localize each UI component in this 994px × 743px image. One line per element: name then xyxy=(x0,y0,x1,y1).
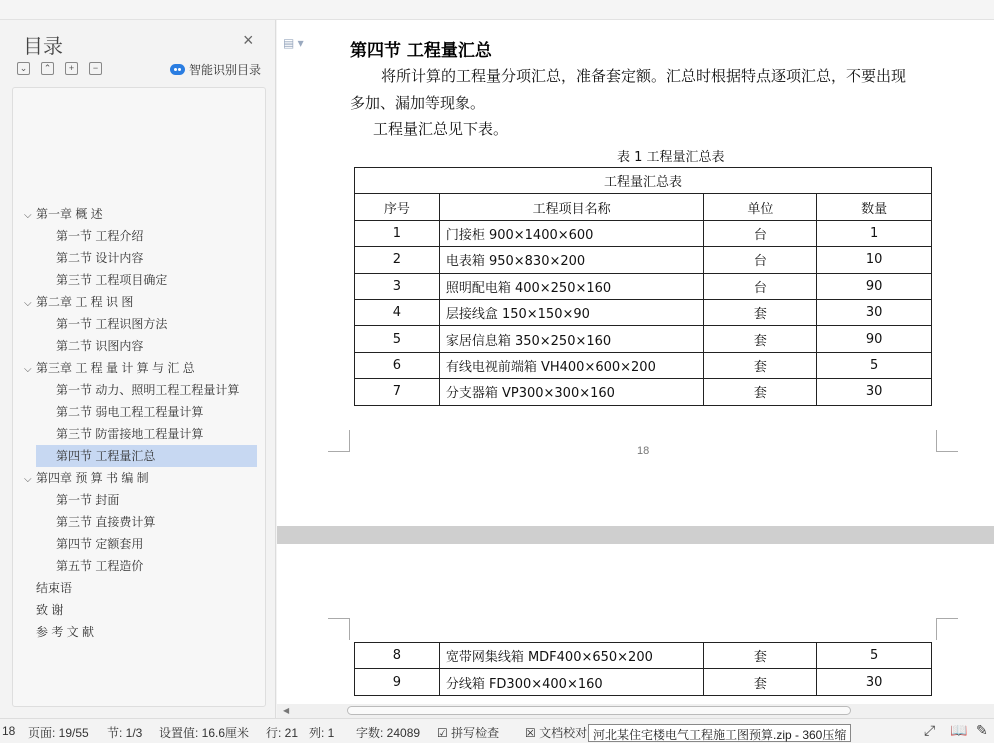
scroll-left-icon[interactable]: ◀ xyxy=(283,706,290,715)
toc-label: 第三节 防雷接地工程量计算 xyxy=(56,427,204,441)
smart-toc-label: 智能识别目录 xyxy=(189,63,262,77)
table-cell: 30 xyxy=(817,379,932,405)
add-heading-icon[interactable]: + xyxy=(65,62,78,75)
table-row xyxy=(355,326,932,352)
paragraph-line: 将所计算的工程量分项汇总，准备套定额。汇总时根据特点逐项汇总，不要出现 xyxy=(381,67,907,85)
table-cell: 电表箱 950×830×200 xyxy=(439,247,704,273)
collapse-all-icon[interactable]: ⌄ xyxy=(17,62,30,75)
toc-label: 第一节 工程识图方法 xyxy=(56,317,168,331)
toc-section[interactable] xyxy=(36,445,257,467)
table-cell: 台 xyxy=(704,273,817,299)
table-cell: 宽带网集线箱 MDF400×650×200 xyxy=(439,643,704,669)
table-cell: 套 xyxy=(704,379,817,405)
toc-section[interactable] xyxy=(56,379,256,401)
table-cell: 90 xyxy=(817,273,932,299)
smart-toc-icon xyxy=(170,64,185,75)
edit-mode-icon[interactable]: ✎ xyxy=(976,722,988,738)
top-toolbar xyxy=(0,0,994,20)
table-cell: 5 xyxy=(355,326,440,352)
close-icon[interactable]: × xyxy=(243,30,254,50)
table-cell: 5 xyxy=(817,643,932,669)
table-cell: 3 xyxy=(355,273,440,299)
taskbar-tooltip: 河北某住宅楼电气工程施工图预算.zip - 360压缩 xyxy=(588,724,851,742)
toc-chapter[interactable] xyxy=(24,599,63,621)
table-caption: 表 1 工程量汇总表 xyxy=(617,150,725,165)
table-cell: 8 xyxy=(355,643,440,669)
toc-label: 第二节 弱电工程工程量计算 xyxy=(56,405,204,419)
spell-check-icon: ☑ xyxy=(437,726,448,740)
toc-chapter[interactable] xyxy=(24,621,94,643)
toc-panel xyxy=(0,20,276,718)
toc-section[interactable] xyxy=(56,555,256,577)
toc-section[interactable] xyxy=(56,313,256,335)
table-cell: 7 xyxy=(355,379,440,405)
quantity-table-continued xyxy=(354,642,932,696)
table-cell: 门接柜 900×1400×600 xyxy=(439,220,704,246)
toc-title: 目录 xyxy=(23,36,63,58)
status-section: 节: 1/3 xyxy=(107,726,143,740)
table-cell: 层接线盒 150×150×90 xyxy=(439,299,704,325)
toc-toolbar xyxy=(17,62,102,75)
toc-chapter[interactable] xyxy=(24,203,103,225)
table-cell: 台 xyxy=(704,247,817,273)
chevron-down-icon[interactable]: ⌵ xyxy=(24,474,32,485)
toc-section[interactable] xyxy=(56,533,256,555)
page-separator xyxy=(277,526,994,544)
toc-label: 第一节 动力、照明工程工程量计算 xyxy=(56,383,240,397)
table-row xyxy=(355,352,932,378)
table-cell: 4 xyxy=(355,299,440,325)
toc-label: 参 考 文 献 xyxy=(36,625,95,639)
table-cell: 90 xyxy=(817,326,932,352)
table-cell: 套 xyxy=(704,643,817,669)
table-row xyxy=(355,247,932,273)
status-row: 行: 21 xyxy=(266,726,299,740)
page-number: 18 xyxy=(637,445,650,457)
toc-label: 第一节 工程介绍 xyxy=(56,229,144,243)
table-row xyxy=(355,299,932,325)
toc-section[interactable] xyxy=(56,511,256,533)
page-corner-mark xyxy=(328,430,350,452)
toc-label: 第四章 预 算 书 编 制 xyxy=(36,471,149,485)
toc-label: 结束语 xyxy=(36,581,73,595)
toc-section[interactable] xyxy=(56,225,256,247)
table-row xyxy=(355,220,932,246)
table-header: 数量 xyxy=(817,194,932,220)
toc-label: 致 谢 xyxy=(36,603,64,617)
table-cell: 30 xyxy=(817,299,932,325)
status-setting[interactable]: 设置值: 16.6厘米 xyxy=(159,726,250,740)
table-cell: 分线箱 FD300×400×160 xyxy=(439,669,704,695)
document-canvas[interactable] xyxy=(277,20,994,704)
toc-label: 第三节 工程项目确定 xyxy=(56,273,168,287)
chevron-down-icon[interactable]: ⌵ xyxy=(24,210,32,221)
table-cell: 1 xyxy=(817,220,932,246)
remove-heading-icon[interactable]: − xyxy=(89,62,102,75)
table-cell: 套 xyxy=(704,669,817,695)
table-cell: 套 xyxy=(704,299,817,325)
status-word-count[interactable]: 字数: 24089 xyxy=(356,726,421,740)
chevron-down-icon[interactable]: ⌵ xyxy=(24,364,32,375)
table-cell: 套 xyxy=(704,352,817,378)
status-page[interactable]: 页面: 19/55 xyxy=(28,726,89,740)
reading-mode-icon[interactable]: 📖 xyxy=(950,722,968,738)
toc-label: 第三章 工 程 量 计 算 与 汇 总 xyxy=(36,361,195,375)
toc-label: 第四节 定额套用 xyxy=(56,537,144,551)
table-header: 序号 xyxy=(355,194,440,220)
table-cell: 1 xyxy=(355,220,440,246)
table-cell: 套 xyxy=(704,326,817,352)
table-cell: 家居信息箱 350×250×160 xyxy=(439,326,704,352)
toc-label: 第二节 设计内容 xyxy=(56,251,144,265)
document-view-icon[interactable]: ▤ ▾ xyxy=(283,36,304,50)
paragraph-line: 多加、漏加等现象。 xyxy=(350,94,486,112)
paragraph-line: 工程量汇总见下表。 xyxy=(373,120,509,138)
toc-chapter[interactable] xyxy=(24,357,195,379)
table-cell: 30 xyxy=(817,669,932,695)
table-row xyxy=(355,379,932,405)
table-header: 单位 xyxy=(704,194,817,220)
toc-label: 第一节 封面 xyxy=(56,493,120,507)
page-corner-mark xyxy=(328,618,350,640)
toc-chapter[interactable] xyxy=(24,467,149,489)
toc-section[interactable] xyxy=(56,489,256,511)
toc-section[interactable] xyxy=(56,401,256,423)
table-cell: 分支器箱 VP300×300×160 xyxy=(439,379,704,405)
table-cell: 有线电视前端箱 VH400×600×200 xyxy=(439,352,704,378)
toc-section[interactable] xyxy=(56,269,256,291)
toc-chapter[interactable] xyxy=(24,291,133,313)
page-corner-mark xyxy=(936,430,958,452)
toc-section[interactable] xyxy=(56,335,256,357)
toc-label: 第一章 概 述 xyxy=(36,207,103,221)
doc-proof-button[interactable]: ☒ 文档校对 xyxy=(525,726,588,740)
toc-label: 第二节 识图内容 xyxy=(56,339,144,353)
toc-section[interactable] xyxy=(56,247,256,269)
toc-section[interactable] xyxy=(56,423,256,445)
expand-all-icon[interactable]: ⌃ xyxy=(41,62,54,75)
spell-check-button[interactable]: ☑ 拼写检查 xyxy=(437,726,500,740)
section-heading: 第四节 工程量汇总 xyxy=(350,41,492,61)
chevron-down-icon[interactable]: ⌵ xyxy=(24,298,32,309)
table-row xyxy=(355,669,932,695)
status-page-short: 18 xyxy=(2,724,16,738)
fullscreen-icon[interactable]: ⤢ xyxy=(924,722,936,738)
scrollbar-thumb[interactable] xyxy=(347,706,851,715)
table-cell: 10 xyxy=(817,247,932,273)
table-title: 工程量汇总表 xyxy=(355,168,932,194)
table-cell: 台 xyxy=(704,220,817,246)
table-cell: 照明配电箱 400×250×160 xyxy=(439,273,704,299)
status-column: 列: 1 xyxy=(309,726,335,740)
toc-label: 第二章 工 程 识 图 xyxy=(36,295,134,309)
table-row xyxy=(355,643,932,669)
toc-label: 第四节 工程量汇总 xyxy=(56,449,156,463)
quantity-table xyxy=(354,167,932,406)
horizontal-scrollbar[interactable] xyxy=(277,704,994,718)
toc-label: 第五节 工程造价 xyxy=(56,559,144,573)
table-row xyxy=(355,273,932,299)
smart-toc-button[interactable] xyxy=(170,61,261,78)
toc-label: 第三节 直接费计算 xyxy=(56,515,156,529)
table-header: 工程项目名称 xyxy=(439,194,704,220)
proof-icon: ☒ xyxy=(525,726,536,740)
toc-chapter[interactable] xyxy=(24,577,72,599)
table-cell: 9 xyxy=(355,669,440,695)
table-cell: 5 xyxy=(817,352,932,378)
table-cell: 6 xyxy=(355,352,440,378)
table-cell: 2 xyxy=(355,247,440,273)
page-corner-mark xyxy=(936,618,958,640)
